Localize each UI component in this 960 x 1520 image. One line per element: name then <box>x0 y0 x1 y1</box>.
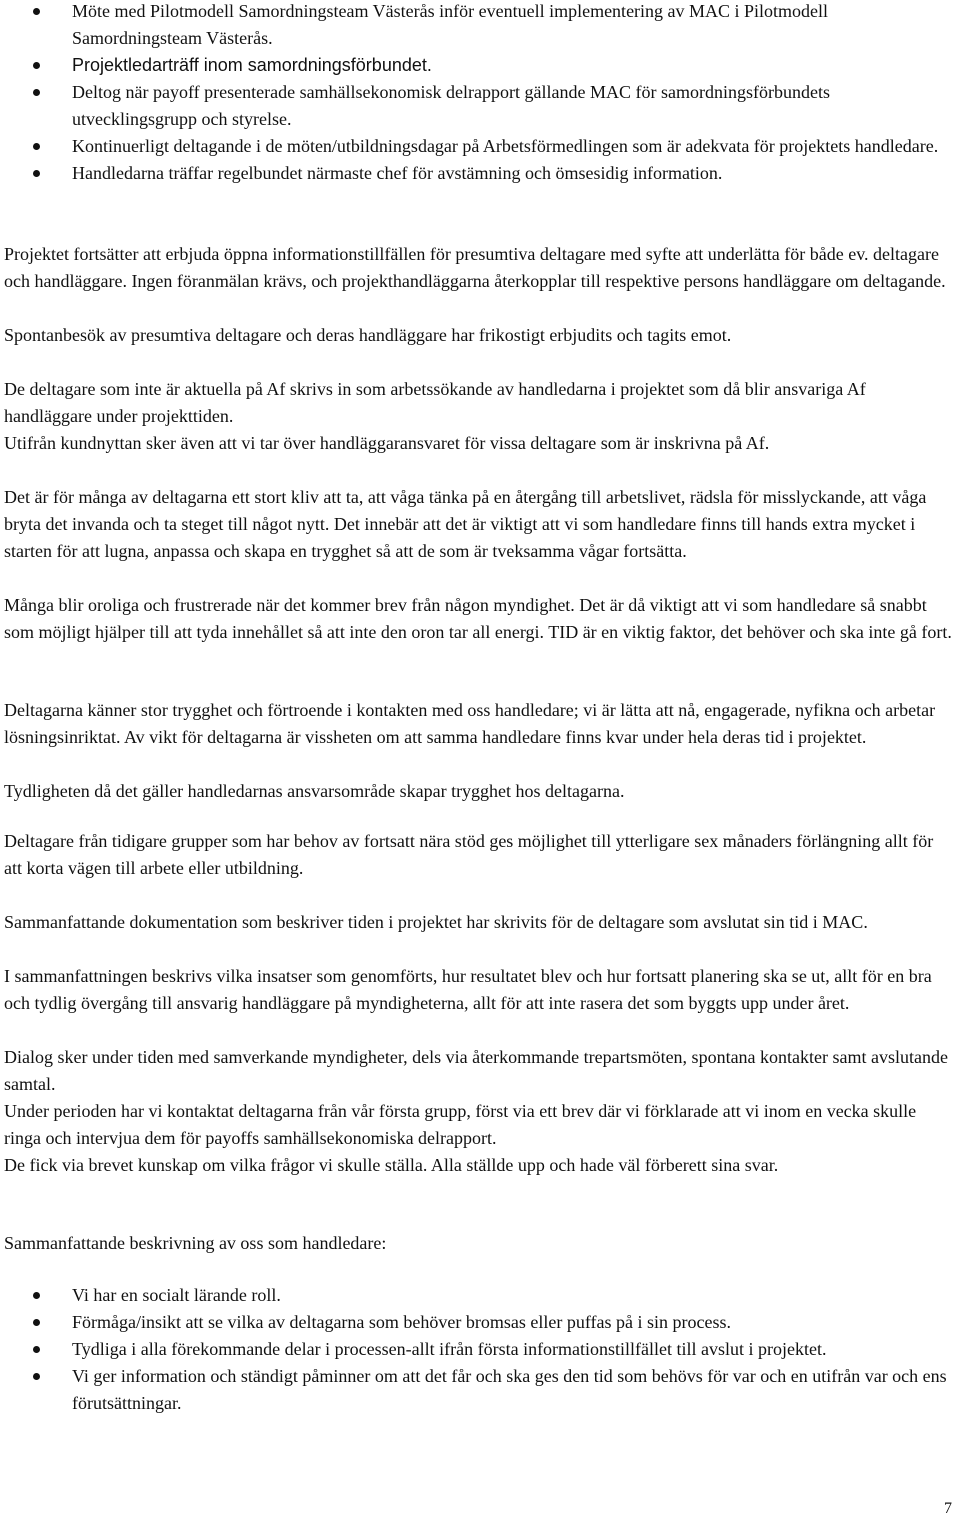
list-item-text: Förmåga/insikt att se vilka av deltagarna som behöver bromsas eller puffas på i sin process. <box>72 1312 731 1332</box>
paragraph-handler-summary-heading: Sammanfattande beskrivning av oss som handledare: <box>4 1233 387 1253</box>
paragraph-summary-content: I sammanfattningen beskrivs vilka insatser som genomförts, hur resultatet blev och hur fortsatt planering ska se ut, allt för en bra och tydlig övergång till ansvarig handläggare på myndigheterna, allt för att inte rasera det som byggts upp under året. <box>4 966 932 1013</box>
bullet-dot <box>33 89 40 96</box>
paragraph-extension: Deltagare från tidigare grupper som har behov av fortsatt nära stöd ges möjlighet till ytterligare sex månaders förlängning allt för att korta vägen till arbete eller utbildning. <box>4 831 934 878</box>
paragraph-dialogue: Dialog sker under tiden med samverkande myndigheter, dels via återkommande trepartsmöten, spontana kontakter samt avslutande samtal. <box>4 1047 948 1094</box>
handler-bullet-list <box>0 1282 948 1417</box>
list-item <box>0 1282 948 1309</box>
list-item <box>0 1309 948 1336</box>
paragraph-letters-authorities: Många blir oroliga och frustrerade när det kommer brev från någon myndighet. Det är då viktigt att vi som handledare så snabbt som möjligt hjälper till att tyda innehållet så att inte den oron tar all energi. TID är en viktig faktor, det behöver och ska inte gå fort. <box>4 595 952 642</box>
bullet-dot <box>33 62 40 69</box>
paragraph-documentation: Sammanfattande dokumentation som beskriver tiden i projektet har skrivits för de deltagare som avslutat sin tid i MAC. <box>4 912 868 932</box>
paragraph-letter-knowledge: De fick via brevet kunskap om vilka frågor vi skulle ställa. Alla ställde upp och hade väl förberett sina svar. <box>4 1155 779 1175</box>
bullet-dot <box>33 1292 40 1299</box>
list-item <box>0 79 948 133</box>
paragraph-contact-first-group: Under perioden har vi kontaktat deltagarna från vår första grupp, först via ett brev där vi förklarade att vi inom en vecka skulle ringa och intervjua dem för payoffs samhällsekonomiska delrapport. <box>4 1101 917 1148</box>
list-item-text: Kontinuerligt deltagande i de möten/utbildningsdagar på Arbetsförmedlingen som är adekvata för projektets handledare. <box>72 136 939 156</box>
list-item <box>0 1336 948 1363</box>
list-item-text: Projektledarträff inom samordningsförbundet. <box>72 55 432 75</box>
paragraph-trust: Deltagarna känner stor trygghet och förtroende i kontakten med oss handledare; vi är lätta att nå, engagerade, nyfikna och arbetar lösningsinriktat. Av vikt för deltagarna är vissheten om att samma handledare finns kvar under hela deras tid i projektet. <box>4 700 936 747</box>
bullet-dot <box>33 1346 40 1353</box>
paragraph-spontaneous-visits: Spontanbesök av presumtiva deltagare och deras handläggare har frikostigt erbjudits och tagits emot. <box>4 325 732 345</box>
list-item <box>0 0 948 52</box>
list-item-text: Tydliga i alla förekommande delar i processen-allt ifrån första informationstillfället till avslut i projektet. <box>72 1339 827 1359</box>
list-item-text: Möte med Pilotmodell Samordningsteam Västerås inför eventuell implementering av MAC i Pilotmodell Samordningsteam Västerås. <box>72 1 829 48</box>
activity-bullet-list <box>0 0 948 187</box>
paragraph-info-sessions: Projektet fortsätter att erbjuda öppna informationstillfällen för presumtiva deltagare med syfte att underlätta för både ev. deltagare och handläggare. Ingen föranmälan krävs, och projekthandläggarna återkopplar till respektive persons handläggare om deltagande. <box>4 244 946 291</box>
list-item <box>0 1363 948 1417</box>
bullet-dot <box>33 143 40 150</box>
bullet-dot <box>33 170 40 177</box>
paragraph-af-registration: De deltagare som inte är aktuella på Af skrivs in som arbetssökande av handledarna i projektet som då blir ansvariga Af handläggare under projekttiden. <box>4 379 866 426</box>
list-item <box>0 133 948 160</box>
bullet-dot <box>33 1319 40 1326</box>
paragraph-clarity: Tydligheten då det gäller handledarnas ansvarsområde skapar trygghet hos deltagarna. <box>4 781 625 801</box>
page-number: 7 <box>944 1500 952 1517</box>
list-item-text: Deltog när payoff presenterade samhällsekonomisk delrapport gällande MAC för samordningsförbundets utvecklingsgrupp och styrelse. <box>72 82 830 129</box>
list-item <box>0 52 948 79</box>
bullet-dot <box>33 8 40 15</box>
list-item-text: Vi har en socialt lärande roll. <box>72 1285 281 1305</box>
list-item-text: Handledarna träffar regelbundet närmaste chef för avstämning och ömsesidig information. <box>72 163 723 183</box>
bullet-dot <box>33 1373 40 1380</box>
list-item-text: Vi ger information och ständigt påminner om att det får och ska ges den tid som behövs för var och en utifrån var och ens förutsättningar. <box>72 1366 947 1413</box>
paragraph-big-step: Det är för många av deltagarna ett stort kliv att ta, att våga tänka på en återgång till arbetslivet, rädsla för misslyckande, att våga bryta det invanda och ta steget till något nytt. Det innebär att det är viktigt att vi som handledare finns till hands extra mycket i starten för att lugna, anpassa och skapa en trygghet så att de som är tveksamma vågar fortsätta. <box>4 487 927 561</box>
paragraph-case-responsibility: Utifrån kundnyttan sker även att vi tar över handläggaransvaret för vissa deltagare som är inskrivna på Af. <box>4 433 770 453</box>
list-item <box>0 160 948 187</box>
